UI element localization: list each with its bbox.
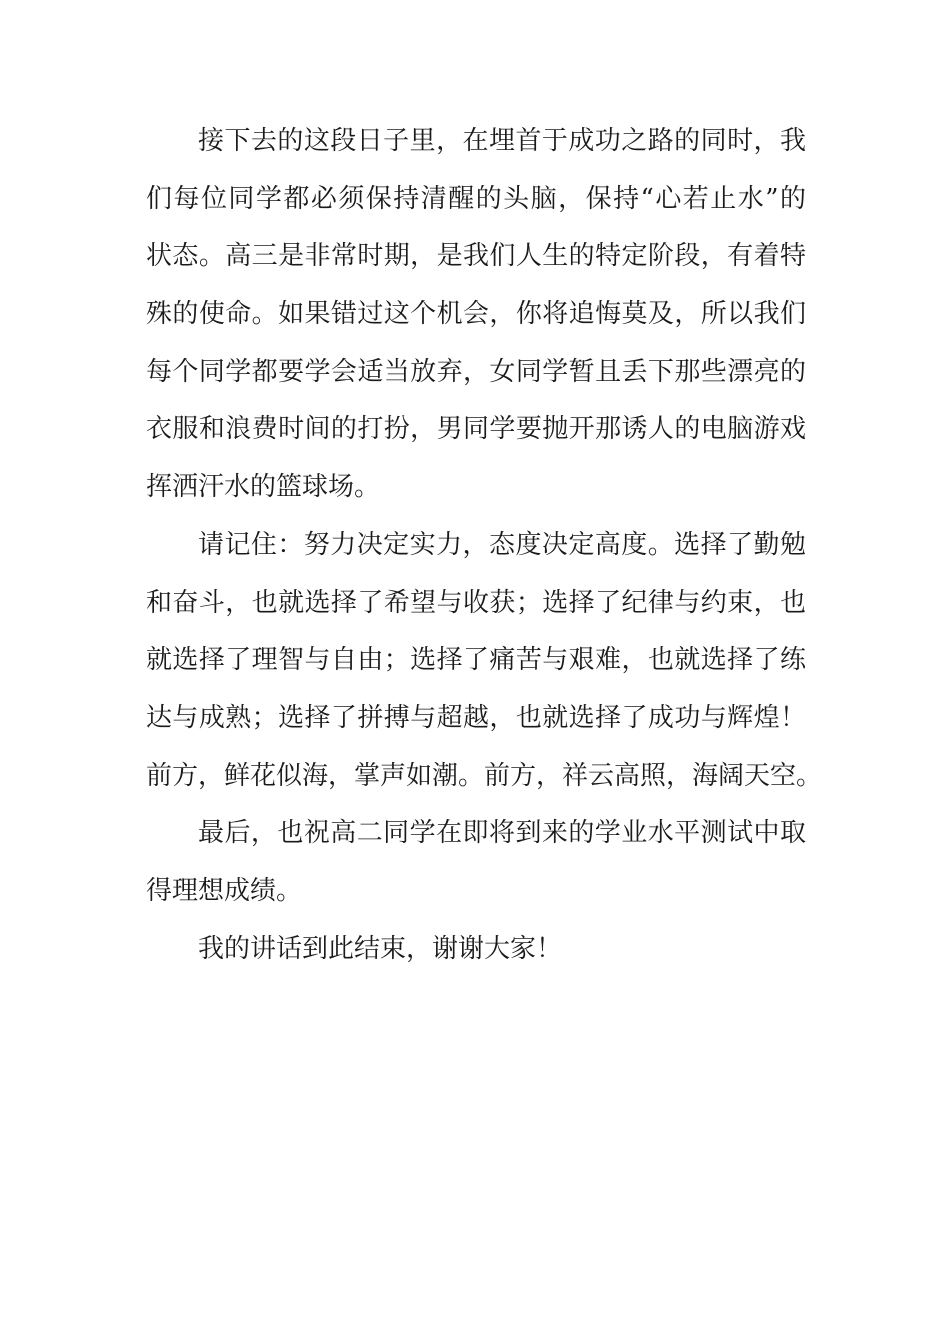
text-line: 们每位同学都必须保持清醒的头脑，保持“心若止水”的 — [146, 183, 806, 214]
text-line: 请记住：努力决定实力，态度决定高度。选择了勤勉 — [198, 529, 806, 560]
text-line: 衣服和浪费时间的打扮，男同学要抛开那诱人的电脑游戏 — [146, 414, 806, 445]
text-line: 挥洒汗水的篮球场。 — [146, 472, 381, 503]
text-line: 接下去的这段日子里，在埋首于成功之路的同时，我 — [198, 126, 806, 156]
paragraph-focus — [146, 113, 806, 517]
text-line: 前方，鲜花似海，掌声如潮。前方，祥云高照，海阔天空。 — [146, 760, 823, 791]
paragraph-wishes — [146, 805, 806, 920]
paragraph-remember — [146, 517, 823, 805]
text-line: 和奋斗，也就选择了希望与收获；选择了纪律与约束，也 — [146, 587, 806, 618]
text-line: 最后，也祝高二同学在即将到来的学业水平测试中取 — [198, 818, 806, 849]
text-line: 我的讲话到此结束，谢谢大家！ — [198, 933, 563, 964]
text-line: 达与成熟；选择了拼搏与超越，也就选择了成功与辉煌！ — [146, 702, 806, 733]
text-line: 每个同学都要学会适当放弃，女同学暂且丢下那些漂亮的 — [146, 356, 806, 387]
paragraph-closing — [146, 921, 806, 979]
text-line: 状态。高三是非常时期，是我们人生的特定阶段，有着特 — [146, 241, 806, 272]
text-line: 得理想成绩。 — [146, 875, 303, 906]
text-line: 殊的使命。如果错过这个机会，你将追悔莫及，所以我们 — [146, 299, 806, 330]
speech-body — [146, 113, 823, 978]
text-line: 就选择了理智与自由；选择了痛苦与艰难，也就选择了练 — [146, 645, 806, 676]
